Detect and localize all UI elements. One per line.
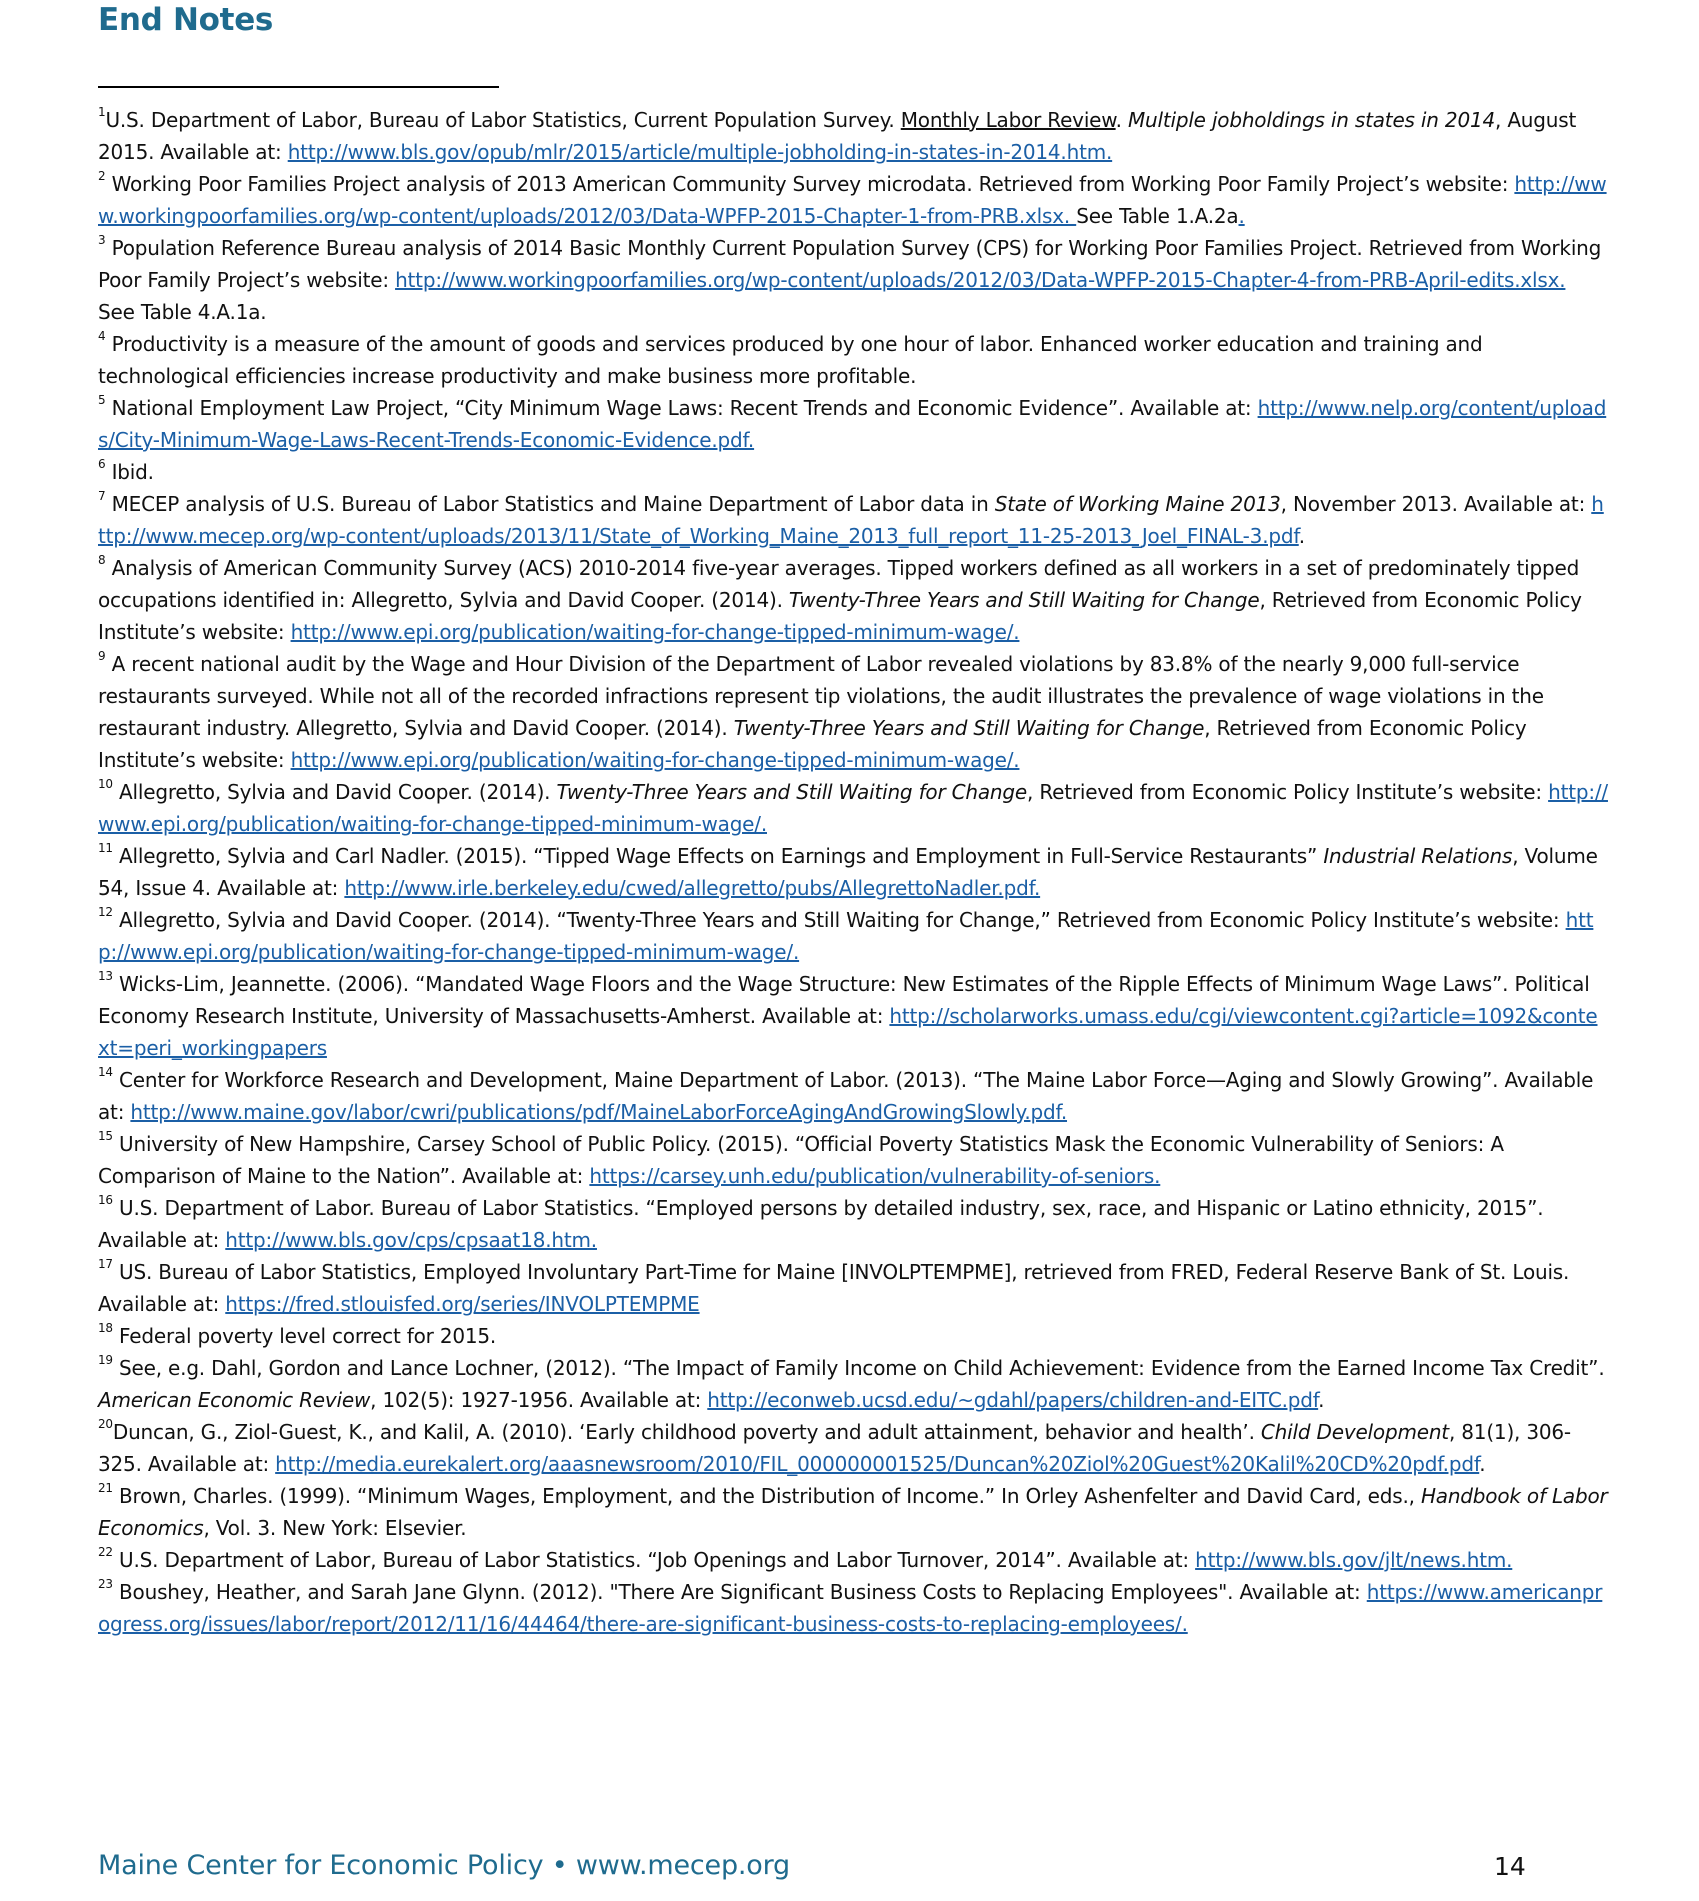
- end-note-3: [98, 232, 1608, 328]
- note-text: , 81(1), 306-325. Available at:: [98, 1420, 1571, 1476]
- note-link[interactable]: https://fred.stlouisfed.org/series/INVOLPTEMPME: [225, 1292, 700, 1316]
- note-link[interactable]: http://media.eurekalert.org/aaasnewsroom/2010/FIL_000000001525/Duncan%20Ziol%20Guest%20Kalil%20CD%20pdf.pdf: [275, 1452, 1480, 1476]
- note-italic-text: Handbook of Labor Economics: [98, 1484, 1608, 1540]
- end-note-14: [98, 1064, 1608, 1128]
- note-text: See Table 4.A.1a.: [98, 300, 267, 324]
- end-note-10: [98, 776, 1608, 840]
- note-text: Brown, Charles. (1999). “Minimum Wages, Employment, and the Distribution of Income.” In Orley Ashenfelter and David Card, eds.,: [112, 1484, 1421, 1508]
- note-number: 8: [98, 553, 106, 568]
- note-number: 1: [98, 105, 106, 120]
- end-note-6: [98, 456, 1608, 488]
- note-number: 11: [98, 841, 113, 856]
- footnote-separator: [98, 86, 499, 88]
- end-note-15: [98, 1128, 1608, 1192]
- page-number: 14: [1494, 1852, 1526, 1881]
- note-number: 10: [98, 777, 113, 792]
- note-text: .: [1318, 1388, 1325, 1412]
- note-text: Ibid.: [105, 460, 154, 484]
- note-link[interactable]: http://www.irle.berkeley.edu/cwed/allegretto/pubs/AllegrettoNadler.pdf.: [344, 876, 1041, 900]
- end-note-19: [98, 1352, 1608, 1416]
- note-text: , Retrieved from Economic Policy Institute’s website:: [98, 716, 1527, 772]
- note-text: US. Bureau of Labor Statistics, Employed Involuntary Part-Time for Maine [INVOLPTEMPME], retrieved from FRED, Federal Reserve Bank of St. Louis. Available at:: [98, 1260, 1570, 1316]
- note-number: 21: [98, 1481, 113, 1496]
- note-number: 15: [98, 1129, 113, 1144]
- note-text: Monthly Labor Review: [900, 108, 1116, 132]
- note-link[interactable]: https://carsey.unh.edu/publication/vulnerability-of-seniors.: [589, 1164, 1161, 1188]
- note-link[interactable]: http://www.bls.gov/jlt/news.htm.: [1195, 1548, 1513, 1572]
- note-text: U.S. Department of Labor, Bureau of Labor Statistics. “Job Openings and Labor Turnover, 2014”. Available at:: [112, 1548, 1196, 1572]
- note-text: Federal poverty level correct for 2015.: [112, 1324, 497, 1348]
- note-number: 22: [98, 1545, 113, 1560]
- note-text: Productivity is a measure of the amount of goods and services produced by one hour of labor. Enhanced worker education and training and technological efficiencies increase productivity and make business more profitable.: [98, 332, 1483, 388]
- note-text: Population Reference Bureau analysis of 2014 Basic Monthly Current Population Survey (CPS) for Working Poor Families Project. Retrieved from Working Poor Family Project’s website:: [98, 236, 1602, 292]
- note-text: Duncan, G., Ziol-Guest, K., and Kalil, A. (2010). ‘Early childhood poverty and adult attainment, behavior and health’.: [112, 1420, 1261, 1444]
- note-text: , August 2015. Available at:: [98, 108, 1577, 164]
- note-text: , Vol. 3. New York: Elsevier.: [203, 1516, 467, 1540]
- note-link[interactable]: http://www.bls.gov/cps/cpsaat18.htm.: [225, 1228, 597, 1252]
- end-note-1: [98, 104, 1608, 168]
- note-text: University of New Hampshire, Carsey School of Public Policy. (2015). “Official Poverty Statistics Mask the Economic Vulnerability of Seniors: A Comparison of Maine to the Nation”. Available at:: [98, 1132, 1504, 1188]
- note-number: 4: [98, 329, 106, 344]
- note-text: .: [1115, 108, 1128, 132]
- note-text: Allegretto, Sylvia and Carl Nadler. (2015). “Tipped Wage Effects on Earnings and Employment in Full-Service Restaurants”: [112, 844, 1324, 868]
- note-number: 7: [98, 489, 106, 504]
- end-note-7: [98, 488, 1608, 552]
- note-text: .: [1479, 1452, 1486, 1476]
- note-number: 9: [98, 649, 106, 664]
- note-italic-text: Child Development: [1260, 1420, 1449, 1444]
- note-number: 13: [98, 969, 113, 984]
- note-text: A recent national audit by the Wage and Hour Division of the Department of Labor revealed violations by 83.8% of the nearly 9,000 full-service restaurants surveyed. While not all of the recorded infractions represent tip violations, the audit illustrates the prevalence of wage violations in the restaurant industry. Allegretto, Sylvia and David Cooper. (2014).: [98, 652, 1544, 740]
- page-title: End Notes: [98, 2, 274, 38]
- note-text: , November 2013. Available at:: [1280, 492, 1592, 516]
- note-italic-text: American Economic Review: [98, 1388, 371, 1412]
- note-text: , 102(5): 1927-1956. Available at:: [370, 1388, 708, 1412]
- end-note-18: [98, 1320, 1608, 1352]
- note-text: U.S. Department of Labor. Bureau of Labor Statistics. “Employed persons by detailed industry, sex, race, and Hispanic or Latino ethnicity, 2015”. Available at:: [98, 1196, 1544, 1252]
- note-link[interactable]: http://www.workingpoorfamilies.org/wp-content/uploads/2012/03/Data-WPFP-2015-Chapter-1-from-PRB.xlsx.: [98, 172, 1607, 228]
- note-number: 3: [98, 233, 106, 248]
- note-number: 16: [98, 1193, 113, 1208]
- end-note-17: [98, 1256, 1608, 1320]
- note-text: Working Poor Families Project analysis of 2013 American Community Survey microdata. Retrieved from Working Poor Family Project’s website:: [105, 172, 1515, 196]
- note-text: Allegretto, Sylvia and David Cooper. (2014). “Twenty-Three Years and Still Waiting for Change,” Retrieved from Economic Policy Institute’s website:: [112, 908, 1566, 932]
- end-note-22: [98, 1544, 1608, 1576]
- note-text: See Table 1.A.2a: [1076, 204, 1239, 228]
- note-text: Wicks-Lim, Jeannette. (2006). “Mandated Wage Floors and the Wage Structure: New Estimates of the Ripple Effects of Minimum Wage Laws”. Political Economy Research Institute, University of Massachusetts-Amherst. Available at:: [98, 972, 1590, 1028]
- note-number: 6: [98, 457, 106, 472]
- note-link[interactable]: .: [1238, 204, 1245, 228]
- note-link[interactable]: http://www.epi.org/publication/waiting-for-change-tipped-minimum-wage/.: [290, 748, 1020, 772]
- note-link[interactable]: http://www.nelp.org/content/uploads/City-Minimum-Wage-Laws-Recent-Trends-Economic-Evidence.pdf.: [98, 396, 1607, 452]
- note-text: National Employment Law Project, “City Minimum Wage Laws: Recent Trends and Economic Evidence”. Available at:: [105, 396, 1258, 420]
- note-number: 14: [98, 1065, 113, 1080]
- note-text: Boushey, Heather, and Sarah Jane Glynn. (2012). "There Are Significant Business Costs to Replacing Employees". Available at:: [112, 1580, 1367, 1604]
- note-link[interactable]: http://www.epi.org/publication/waiting-for-change-tipped-minimum-wage/.: [290, 620, 1020, 644]
- note-text: Allegretto, Sylvia and David Cooper. (2014).: [112, 780, 557, 804]
- note-italic-text: Twenty-Three Years and Still Waiting for Change: [556, 780, 1028, 804]
- end-note-12: [98, 904, 1608, 968]
- note-link[interactable]: http://scholarworks.umass.edu/cgi/viewcontent.cgi?article=1092&context=peri_workingpapers: [98, 1004, 1598, 1060]
- note-number: 2: [98, 169, 106, 184]
- end-notes-list: [98, 104, 1608, 1640]
- note-text: , Retrieved from Economic Policy Institute’s website:: [98, 588, 1582, 644]
- note-number: 19: [98, 1353, 113, 1368]
- note-italic-text: Twenty-Three Years and Still Waiting for Change: [788, 588, 1260, 612]
- end-note-8: [98, 552, 1608, 648]
- end-note-20: [98, 1416, 1608, 1480]
- note-number: 12: [98, 905, 113, 920]
- end-note-11: [98, 840, 1608, 904]
- note-link[interactable]: http://econweb.ucsd.edu/~gdahl/papers/children-and-EITC.pdf: [707, 1388, 1319, 1412]
- note-text: MECEP analysis of U.S. Bureau of Labor Statistics and Maine Department of Labor data in: [105, 492, 995, 516]
- note-italic-text: State of Working Maine 2013: [994, 492, 1281, 516]
- footer-org: Maine Center for Economic Policy • www.mecep.org: [98, 1850, 790, 1881]
- end-note-21: [98, 1480, 1608, 1544]
- note-text: .: [1298, 524, 1305, 548]
- end-note-5: [98, 392, 1608, 456]
- end-note-16: [98, 1192, 1608, 1256]
- note-italic-text: Twenty-Three Years and Still Waiting for Change: [733, 716, 1205, 740]
- note-italic-text: Industrial Relations: [1323, 844, 1513, 868]
- note-number: 18: [98, 1321, 113, 1336]
- note-link[interactable]: http://www.workingpoorfamilies.org/wp-content/uploads/2012/03/Data-WPFP-2015-Chapter-4-from-PRB-April-edits.xlsx.: [395, 268, 1566, 292]
- note-link[interactable]: https://www.americanprogress.org/issues/labor/report/2012/11/16/44464/there-are-significant-business-costs-to-replacing-employees/.: [98, 1580, 1603, 1636]
- note-number: 23: [98, 1577, 113, 1592]
- note-text: Center for Workforce Research and Development, Maine Department of Labor. (2013). “The Maine Labor Force—Aging and Slowly Growing”. Available at:: [98, 1068, 1594, 1124]
- note-italic-text: Multiple jobholdings in states in 2014: [1127, 108, 1496, 132]
- end-note-23: [98, 1576, 1608, 1640]
- note-text: Analysis of American Community Survey (ACS) 2010-2014 five-year averages. Tipped workers defined as all workers in a set of predominately tipped occupations identified in: Allegretto, Sylvia and David Cooper. (2014).: [98, 556, 1580, 612]
- note-link[interactable]: http://www.epi.org/publication/waiting-for-change-tipped-minimum-wage/.: [98, 780, 1608, 836]
- note-link[interactable]: http://www.epi.org/publication/waiting-for-change-tipped-minimum-wage/.: [98, 908, 1594, 964]
- note-link[interactable]: http://www.mecep.org/wp-content/uploads/2013/11/State_of_Working_Maine_2013_full_report_11-25-2013_Joel_FINAL-3.pdf: [98, 492, 1604, 548]
- note-text: , Retrieved from Economic Policy Institute’s website:: [1027, 780, 1549, 804]
- end-note-4: [98, 328, 1608, 392]
- note-text: , Volume 54, Issue 4. Available at:: [98, 844, 1598, 900]
- end-note-9: [98, 648, 1608, 776]
- note-link[interactable]: http://www.bls.gov/opub/mlr/2015/article/multiple-jobholding-in-states-in-2014.htm.: [287, 140, 1113, 164]
- note-text: U.S. Department of Labor, Bureau of Labor Statistics, Current Population Survey.: [105, 108, 901, 132]
- note-text: See, e.g. Dahl, Gordon and Lance Lochner, (2012). “The Impact of Family Income on Child Achievement: Evidence from the Earned Income Tax Credit”.: [112, 1356, 1605, 1380]
- note-number: 20: [98, 1417, 113, 1432]
- note-link[interactable]: http://www.maine.gov/labor/cwri/publications/pdf/MaineLaborForceAgingAndGrowingSlowly.pdf.: [130, 1100, 1068, 1124]
- end-note-13: [98, 968, 1608, 1064]
- note-number: 5: [98, 393, 106, 408]
- note-number: 17: [98, 1257, 113, 1272]
- end-note-2: [98, 168, 1608, 232]
